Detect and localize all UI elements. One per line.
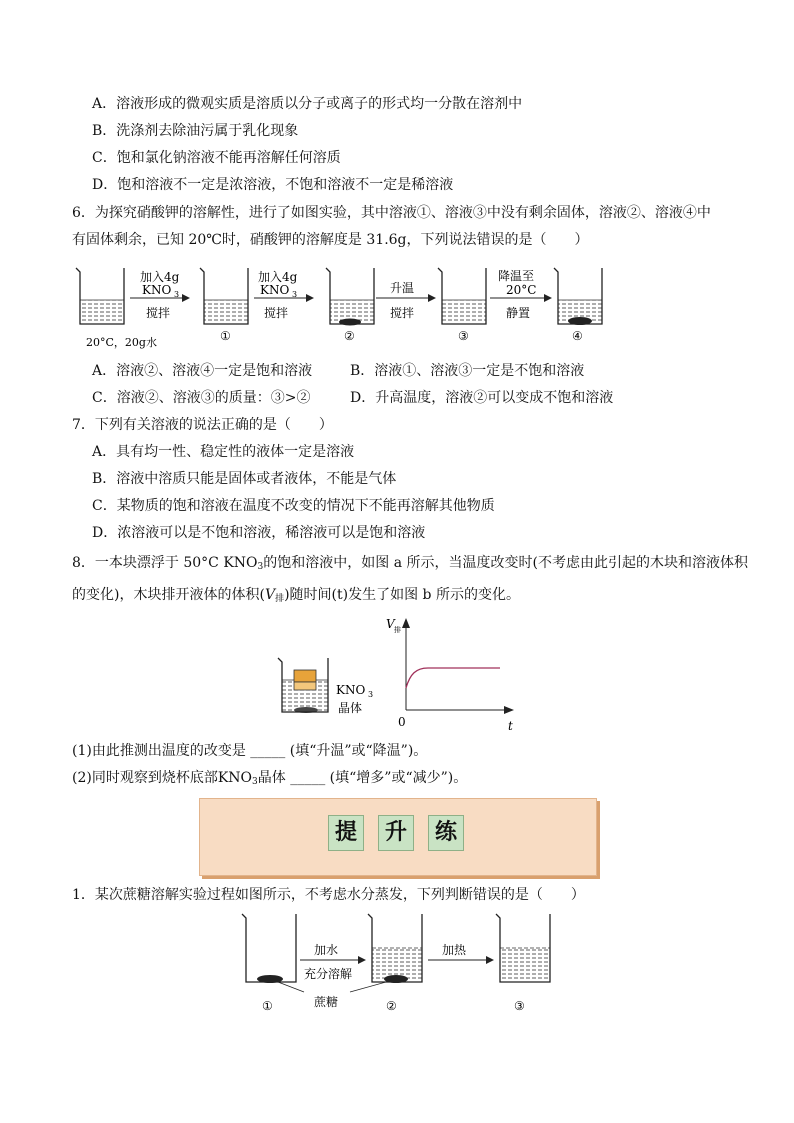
q5-option-c: C．饱和氯化钠溶液不能再溶解任何溶质	[92, 150, 341, 166]
p1-stem: 1．某次蔗糖溶解实验过程如图所示，不考虑水分蒸发，下列判断错误的是（ ）	[72, 887, 585, 903]
q8-sub2: (2)同时观察到烧杯底部$KNO_3$晶体 _____ (填“增多”或“减少”)。	[72, 770, 468, 787]
p1-arrow1-bottom: 充分溶解	[304, 967, 353, 981]
label-1: ①	[220, 329, 231, 343]
graph-ylabel-sub: 排	[394, 626, 401, 634]
q7-option-b: B．溶液中溶质只能是固体或者液体，不能是气体	[92, 471, 397, 487]
q8-graph-b	[386, 614, 522, 736]
q8-sub1: (1)由此推测出温度的改变是 _____ (填“升温”或“降温”)。	[72, 743, 428, 759]
p1-label-2: ②	[386, 999, 397, 1013]
banner-char-3: 练	[428, 815, 464, 851]
label-4: ④	[572, 329, 583, 343]
p1-arrow1-top: 加水	[314, 943, 339, 957]
q5-option-d: D．饱和溶液不一定是浓溶液，不饱和溶液不一定是稀溶液	[92, 177, 454, 193]
q7-option-c: C．某物质的饱和溶液在温度不改变的情况下不能再溶解其他物质	[92, 498, 495, 514]
p1-arrow2-top: 加热	[442, 943, 467, 957]
q7-stem: 7．下列有关溶液的说法正确的是（ ）	[72, 417, 333, 433]
p1-label-3: ③	[514, 999, 525, 1013]
kno3-sub: 3	[368, 690, 374, 699]
label-2: ②	[344, 329, 355, 343]
step1-mid: KNO	[142, 283, 172, 297]
beaker-2	[326, 268, 374, 326]
p1-sugar-label: 蔗糖	[314, 995, 339, 1009]
step2-top: 加入4g	[258, 270, 298, 284]
banner-char-1: 提	[328, 815, 364, 851]
graph-ylabel: V	[386, 617, 395, 631]
step2-bottom: 搅拌	[264, 306, 289, 320]
kno3-label: KNO	[336, 683, 366, 697]
beaker-4	[554, 268, 602, 325]
beaker-start	[76, 268, 124, 324]
step1-top: 加入4g	[140, 270, 180, 284]
section-banner	[199, 798, 597, 876]
graph-origin: 0	[398, 715, 406, 729]
graph-xlabel: t	[508, 719, 513, 733]
step3-bottom: 搅拌	[390, 306, 415, 320]
p1-label-1: ①	[262, 999, 273, 1013]
q8-stem-line1: 8．一本块漂浮于 50°C $KNO_3$的饱和溶液中，如图 a 所示，当温度改变时(不考虑由此引起的木块和溶液体积	[72, 555, 748, 572]
q6-stem-line2: 有固体剩余，已知 20℃时，硝酸钾的溶解度是 31.6g，下列说法错误的是（ ）	[72, 232, 589, 248]
step3-top: 升温	[390, 281, 415, 295]
p1-figure	[238, 912, 558, 1012]
q6-option-d: D．升高温度，溶液②可以变成不饱和溶液	[350, 390, 614, 406]
q8-figure-a	[276, 656, 386, 720]
graph-curve	[406, 668, 500, 688]
q6-stem-line1: 6．为探究硝酸钾的溶解性，进行了如图实验，其中溶液①、溶液③中没有剩余固体，溶液②、溶液④中	[72, 205, 711, 221]
q8-stem-line2: 的变化)，木块排开液体的体积$(V_排)$随时间(t)发生了如图 b 所示的变化。	[72, 587, 520, 604]
step1-sub: 3	[174, 290, 180, 299]
q5-option-b: B．洗涤剂去除油污属于乳化现象	[92, 123, 299, 139]
beaker-3	[438, 268, 486, 324]
q6-option-c: C．溶液②、溶液③的质量：③>②	[92, 390, 311, 406]
step4-bottom: 静置	[506, 306, 531, 320]
q7-option-a: A．具有均一性、稳定性的液体一定是溶液	[92, 444, 355, 460]
step2-sub: 3	[292, 290, 298, 299]
crystal-label: 晶体	[338, 701, 363, 715]
q7-option-d: D．浓溶液可以是不饱和溶液，稀溶液可以是饱和溶液	[92, 525, 426, 541]
step4-top: 降温至	[498, 269, 535, 283]
start-label: 20°C，20g水	[86, 336, 157, 349]
step2-mid: KNO	[260, 283, 290, 297]
wood-block	[294, 670, 316, 682]
label-3: ③	[458, 329, 469, 343]
q6-option-a: A．溶液②、溶液④一定是饱和溶液	[92, 363, 313, 379]
q6-option-b: B．溶液①、溶液③一定是不饱和溶液	[350, 363, 585, 379]
banner-char-2: 升	[378, 815, 414, 851]
beaker-1	[200, 268, 248, 324]
q6-beaker-figure	[70, 262, 630, 352]
step4-mid: 20°C	[506, 283, 537, 297]
step1-bottom: 搅拌	[146, 306, 171, 320]
q5-option-a: A．溶液形成的微观实质是溶质以分子或离子的形式均一分散在溶剂中	[92, 96, 523, 112]
